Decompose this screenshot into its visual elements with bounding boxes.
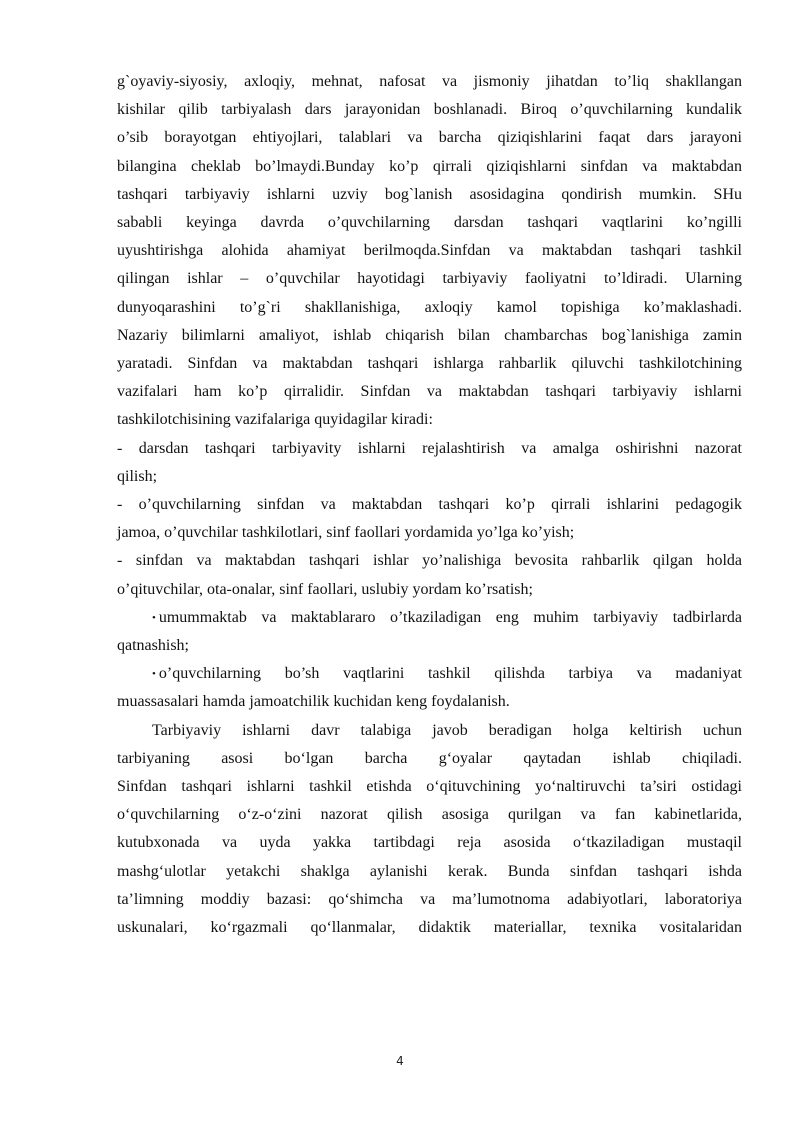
bullet-item bbox=[117, 604, 742, 660]
line-text: mashg‘ulotlar yetakchi shaklga aylanishi kerak. Bunda sinfdan tashqari ishda bbox=[117, 862, 742, 880]
bullet-icon: • bbox=[152, 611, 156, 624]
paragraph bbox=[117, 717, 742, 943]
text-line bbox=[117, 914, 742, 942]
line-text: ta’limning moddiy bazasi: qo‘shimcha va ma’lumotnoma adabiyotlari, laboratoriya bbox=[117, 890, 742, 908]
line-text: kishilar qilib tarbiyalash dars jarayonidan boshlanadi. Biroq o’quvchilarning kundalik bbox=[117, 101, 742, 119]
text-line bbox=[117, 773, 742, 801]
bullet-icon: • bbox=[152, 668, 156, 681]
line-text: tashkilotchisining vazifalariga quyidagilar kiradi: bbox=[117, 411, 433, 429]
text-line bbox=[117, 435, 742, 463]
text-line bbox=[117, 96, 742, 124]
text-line bbox=[117, 688, 742, 716]
line-text: qatnashish; bbox=[117, 637, 189, 655]
line-text: umummaktab va maktablararo o’tkaziladigan eng muhim tarbiyaviy tadbirlarda bbox=[158, 608, 742, 626]
line-text: kutubxonada va uyda yakka tartibdagi reja asosida o‘tkaziladigan mustaqil bbox=[117, 834, 742, 852]
text-line bbox=[117, 491, 742, 519]
line-text: o’quvchilarning bo’sh vaqtlarini tashkil qilishda tarbiya va madaniyat bbox=[158, 665, 742, 683]
text-line bbox=[117, 829, 742, 857]
text-line bbox=[117, 660, 742, 688]
text-line bbox=[117, 519, 742, 547]
line-text: Tarbiyaviy ishlarni davr talabiga javob beradigan holga keltirish uchun bbox=[152, 721, 742, 739]
line-text: qilingan ishlar – o’quvchilar hayotidagi tarbiyaviy faoliyatni to’ldiradi. Ularning bbox=[117, 270, 742, 288]
line-text: Sinfdan tashqari ishlarni tashkil etishda o‘qituvchining yo‘naltiruvchi ta’siri ostidagi bbox=[117, 778, 742, 796]
text-line bbox=[117, 604, 742, 632]
text-line bbox=[117, 858, 742, 886]
line-text: g`oyaviy-siyosiy, axloqiy, mehnat, nafosat va jismoniy jihatdan to’liq shakllangan bbox=[117, 73, 742, 90]
line-text: - o’quvchilarning sinfdan va maktabdan tashqari ko’p qirrali ishlarini pedagogik bbox=[117, 496, 742, 514]
line-text: Nazariy bilimlarni amaliyot, ishlab chiqarish bilan chambarchas bog`lanishiga zamin bbox=[117, 326, 742, 344]
line-text: dunyoqarashini to’g`ri shakllanishiga, axloqiy kamol topishiga ko’maklashadi. bbox=[117, 298, 742, 316]
line-text: - darsdan tashqari tarbiyavity ishlarni rejalashtirish va amalga oshirishni nazorat bbox=[117, 439, 742, 457]
text-line bbox=[117, 406, 742, 434]
text-line bbox=[117, 153, 742, 181]
paragraph bbox=[117, 435, 742, 491]
text-line bbox=[117, 124, 742, 152]
line-text: o‘quvchilarning o‘z-o‘zini nazorat qilish asosiga qurilgan va fan kabinetlarida, bbox=[117, 806, 742, 824]
line-text: vazifalari ham ko’p qirralidir. Sinfdan va maktabdan tashqari tarbiyaviy ishlarni bbox=[117, 383, 742, 401]
text-line bbox=[117, 350, 742, 378]
text-line bbox=[117, 378, 742, 406]
line-text: - sinfdan va maktabdan tashqari ishlar yo’nalishiga bevosita rahbarlik qilgan holda bbox=[117, 552, 742, 570]
text-line bbox=[117, 547, 742, 575]
document-body bbox=[117, 68, 742, 942]
paragraph bbox=[117, 68, 742, 435]
page-number: 4 bbox=[396, 1054, 404, 1068]
text-line bbox=[117, 717, 742, 745]
text-line bbox=[117, 181, 742, 209]
line-text: muassasalari hamda jamoatchilik kuchidan keng foydalanish. bbox=[117, 693, 510, 711]
text-line bbox=[117, 68, 742, 96]
bullet-item bbox=[117, 660, 742, 716]
text-line bbox=[117, 209, 742, 237]
line-text: bilangina cheklab bo’lmaydi.Bunday ko’p qirrali qiziqishlarni sinfdan va maktabdan bbox=[117, 157, 742, 175]
line-text: o’sib borayotgan ehtiyojlari, talablari va barcha qiziqishlarini faqat dars jarayoni bbox=[117, 129, 742, 147]
document-page bbox=[117, 68, 742, 942]
line-text: tashqari tarbiyaviy ishlarni uzviy bog`lanish asosidagina qondirish mumkin. SHu bbox=[117, 185, 742, 203]
text-line bbox=[117, 632, 742, 660]
line-text: jamoa, o’quvchilar tashkilotlari, sinf faollari yordamida yo’lga ko’yish; bbox=[117, 524, 575, 542]
text-line bbox=[117, 265, 742, 293]
paragraph bbox=[117, 491, 742, 604]
line-text: tarbiyaning asosi bo‘lgan barcha g‘oyalar qaytadan ishlab chiqiladi. bbox=[117, 749, 742, 767]
text-line bbox=[117, 294, 742, 322]
text-line bbox=[117, 886, 742, 914]
line-text: uyushtirishga alohida ahamiyat berilmoqda.Sinfdan va maktabdan tashqari tashkil bbox=[117, 242, 742, 260]
line-text: uskunalari, ko‘rgazmali qo‘llanmalar, didaktik materiallar, texnika vositalaridan bbox=[117, 919, 742, 937]
text-line bbox=[117, 576, 742, 604]
line-text: yaratadi. Sinfdan va maktabdan tashqari ishlarga rahbarlik qiluvchi tashkilotchining bbox=[117, 355, 742, 373]
line-text: qilish; bbox=[117, 467, 158, 485]
line-text: o’qituvchilar, ota-onalar, sinf faollari, uslubiy yordam ko’rsatish; bbox=[117, 580, 533, 598]
text-line bbox=[117, 463, 742, 491]
text-line bbox=[117, 237, 742, 265]
text-line bbox=[117, 322, 742, 350]
text-line bbox=[117, 745, 742, 773]
line-text: sababli keyinga davrda o’quvchilarning darsdan tashqari vaqtlarini ko’ngilli bbox=[117, 214, 742, 232]
text-line bbox=[117, 801, 742, 829]
